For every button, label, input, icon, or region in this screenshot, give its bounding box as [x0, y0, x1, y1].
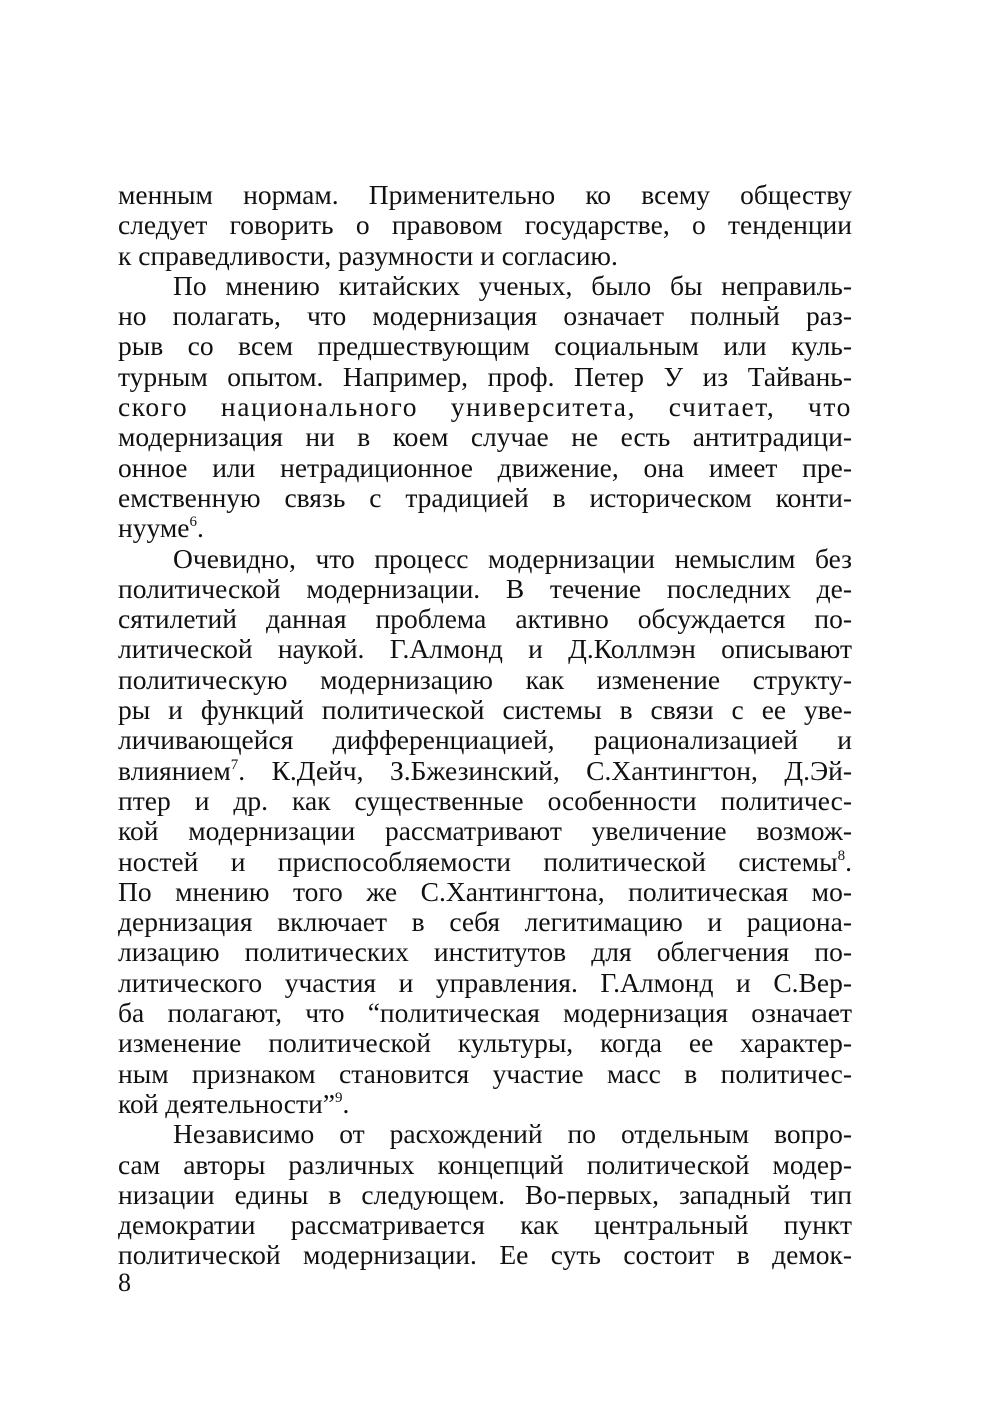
page-number: 8	[118, 1268, 131, 1297]
text-fragment: кой деятельности”	[118, 1087, 335, 1119]
text-line: По мнению китайских ученых, было бы неправиль-	[173, 269, 852, 301]
text-line: рыв со всем предшествующим социальным или куль-	[118, 330, 852, 362]
text-line	[118, 1089, 852, 1119]
text-fragment: . К.Дейч, З.Бжезинский, С.Хантингтон, Д.Эй-	[238, 754, 852, 786]
footnote-marker: 7	[230, 756, 239, 773]
text-line: По мнению того же С.Хантингтона, политическая мо-	[118, 875, 852, 907]
text-line: емственную связь с традицией в историческом конти-	[118, 481, 852, 513]
text-fragment: .	[845, 845, 852, 877]
text-line: литического участия и управления. Г.Алмонд и С.Вер-	[118, 966, 852, 998]
body-text	[118, 180, 852, 1271]
text-line	[118, 847, 852, 877]
text-line: личивающейся дифференциацией, рационализацией и	[118, 724, 852, 756]
text-line: политическую модернизацию как изменение структу-	[118, 663, 852, 695]
text-line: лизацию политических институтов для облегчения по-	[118, 936, 852, 968]
text-line: онное или нетрадиционное движение, она имеет пре-	[118, 451, 852, 483]
text-line: политической модернизации. Ее суть состоит в демок-	[118, 1239, 852, 1271]
text-fragment: влиянием	[118, 754, 231, 786]
text-fragment: .	[342, 1087, 350, 1119]
text-line: ского национального университета, считает, что	[118, 391, 852, 423]
text-line: следует говорить о правовом государстве, о тенденции	[118, 209, 852, 241]
text-line: к справедливости, разумности и согласию.	[118, 239, 618, 271]
text-line: дернизация включает в себя легитимацию и рациона-	[118, 906, 852, 938]
text-fragment: нууме	[118, 512, 190, 544]
text-line: Очевидно, что процесс модернизации немыслим без	[173, 542, 852, 574]
text-line: сам авторы различных концепций политической модер-	[118, 1148, 852, 1180]
footnote-marker: 8	[837, 847, 846, 864]
text-line: но полагать, что модернизация означает полный раз-	[118, 300, 852, 332]
text-line: низации едины в следующем. Во-первых, западный тип	[118, 1178, 852, 1210]
text-fragment: ностей и приспособляемости политической системы	[118, 845, 838, 877]
text-line: кой модернизации рассматривают увеличение возмож-	[118, 815, 852, 847]
text-line: Независимо от расхождений по отдельным вопро-	[173, 1118, 852, 1150]
footnote-marker: 6	[189, 514, 197, 531]
text-line: ба полагают, что “политическая модернизация означает	[118, 997, 852, 1029]
text-line	[118, 756, 852, 786]
text-line: демократии рассматривается как центральный пункт	[118, 1209, 852, 1241]
text-line	[118, 513, 852, 543]
paragraph-3	[118, 544, 852, 1120]
text-line: сятилетий данная проблема активно обсуждается по-	[118, 603, 852, 635]
text-fragment: .	[196, 512, 204, 544]
footnote-marker: 9	[334, 1089, 343, 1106]
text-line: менным нормам. Применительно ко всему обществу	[118, 179, 852, 210]
text-line: ным признаком становится участие масс в политичес-	[118, 1057, 852, 1089]
paragraph-1	[118, 180, 852, 271]
text-line: ры и функций политической системы в связи с ее уве-	[118, 694, 852, 726]
text-line: модернизация ни в коем случае не есть антитрадици-	[118, 421, 852, 453]
text-line: литической наукой. Г.Алмонд и Д.Коллмэн описывают	[118, 633, 852, 665]
text-line: птер и др. как существенные особенности политичес-	[118, 784, 852, 816]
text-line: политической модернизации. В течение последних де-	[118, 572, 852, 604]
text-line: турным опытом. Например, проф. Петер У из Тайвань-	[118, 360, 852, 392]
paragraph-2	[118, 271, 852, 544]
text-line: изменение политической культуры, когда ее характер-	[118, 1027, 852, 1059]
paragraph-4	[118, 1119, 852, 1270]
